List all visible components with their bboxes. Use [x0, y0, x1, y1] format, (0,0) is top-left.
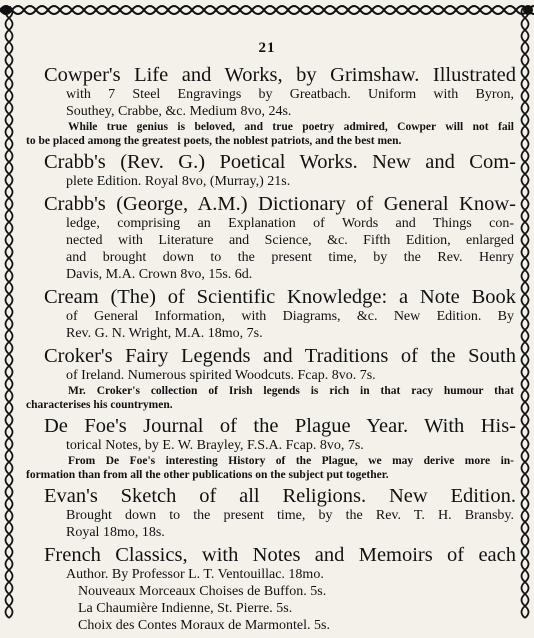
entry-line: plete Edition. Royal 8vo, (Murray,) 21s.: [66, 174, 291, 189]
entry-title: Evan's Sketch of all Religions. New Edition.: [44, 486, 516, 507]
catalog-entry: [18, 486, 516, 541]
sublist-item: La Chaumière Indienne, St. Pierre. 5s.: [78, 601, 293, 616]
entry-line: nected with Literature and Science, &c. Fifth Edition, enlarged: [66, 233, 514, 248]
sublist-item: Choix des Contes Moraux de Marmontel. 5s.: [78, 618, 330, 633]
entry-note: [18, 384, 516, 412]
entry-line: Royal 18mo, 18s.: [66, 525, 165, 540]
catalog-entry: [18, 65, 516, 148]
entry-description: [18, 566, 516, 583]
entry-title: Cowper's Life and Works, by Grimshaw. Illustrated: [44, 65, 516, 86]
entry-line: and brought down to the present time, by the Rev. Henry: [66, 250, 514, 265]
entry-title: French Classics, with Notes and Memoirs of each: [44, 545, 516, 566]
entry-line: Davis, M.A. Crown 8vo, 15s. 6d.: [66, 267, 253, 282]
entry-line: of General Information, with Diagrams, &c. New Edition. By: [66, 309, 514, 324]
note-line: characterises his countrymen.: [26, 399, 173, 411]
entry-line: Author. By Professor L. T. Ventouillac. 18mo.: [66, 567, 324, 582]
catalog-entry: [18, 152, 516, 190]
title-sublist: [18, 583, 516, 634]
entry-line: Brought down to the present time, by the Rev. T. H. Bransby.: [66, 508, 514, 523]
entry-title: De Foe's Journal of the Plague Year. With His-: [44, 416, 516, 437]
entry-description: [18, 367, 516, 384]
catalog-entry: [18, 416, 516, 482]
page-content: [18, 18, 516, 638]
entry-line: Rev. G. N. Wright, M.A. 18mo, 7s.: [66, 326, 263, 341]
entry-description: [18, 308, 516, 342]
entry-description: [18, 86, 516, 120]
sublist-item: Nouveaux Morceaux Choises de Buffon. 5s.: [78, 584, 327, 599]
entry-line: torical Notes, by E. W. Brayley, F.S.A. Fcap. 8vo, 7s.: [66, 438, 364, 453]
entry-description: [18, 173, 516, 190]
entry-note: [18, 120, 516, 148]
entry-title: Cream (The) of Scientific Knowledge: a Note Book: [44, 287, 516, 308]
entry-title: Crabb's (George, A.M.) Dictionary of General Know-: [44, 194, 516, 215]
catalog-entry: [18, 194, 516, 283]
note-line: Mr. Croker's collection of Irish legends is rich in that racy humour that: [68, 385, 514, 397]
entry-line: Southey, Crabbe, &c. Medium 8vo, 24s.: [66, 104, 292, 119]
entry-line: ledge, comprising an Explanation of Words and Things con-: [66, 216, 514, 231]
entry-title: Crabb's (Rev. G.) Poetical Works. New and Com-: [44, 152, 516, 173]
catalog-entry: [18, 346, 516, 412]
ornamental-right-border: [518, 6, 532, 619]
ornamental-left-border: [2, 6, 16, 619]
note-line: While true genius is beloved, and true poetry admired, Cowper will not fail: [68, 121, 514, 133]
entry-line: with 7 Steel Engravings by Greatbach. Uniform with Byron,: [66, 87, 514, 102]
note-line: From De Foe's interesting History of the Plague, we may derive more in-: [68, 455, 514, 467]
entry-line: of Ireland. Numerous spirited Woodcuts. Fcap. 8vo. 7s.: [66, 368, 376, 383]
entry-description: [18, 215, 516, 283]
page-number: 21: [258, 40, 276, 56]
ornamental-top-border: [0, 0, 534, 20]
entry-note: [18, 454, 516, 482]
entry-description: [18, 507, 516, 541]
catalog-entry: [18, 545, 516, 634]
catalog-entry: [18, 287, 516, 342]
note-line: formation than from all the other publications on the subject put together.: [26, 469, 389, 481]
entry-description: [18, 437, 516, 454]
entry-title: Croker's Fairy Legends and Traditions of the South: [44, 346, 516, 367]
note-line: to be placed among the greatest poets, the noblest patriots, and the best men.: [26, 135, 402, 147]
